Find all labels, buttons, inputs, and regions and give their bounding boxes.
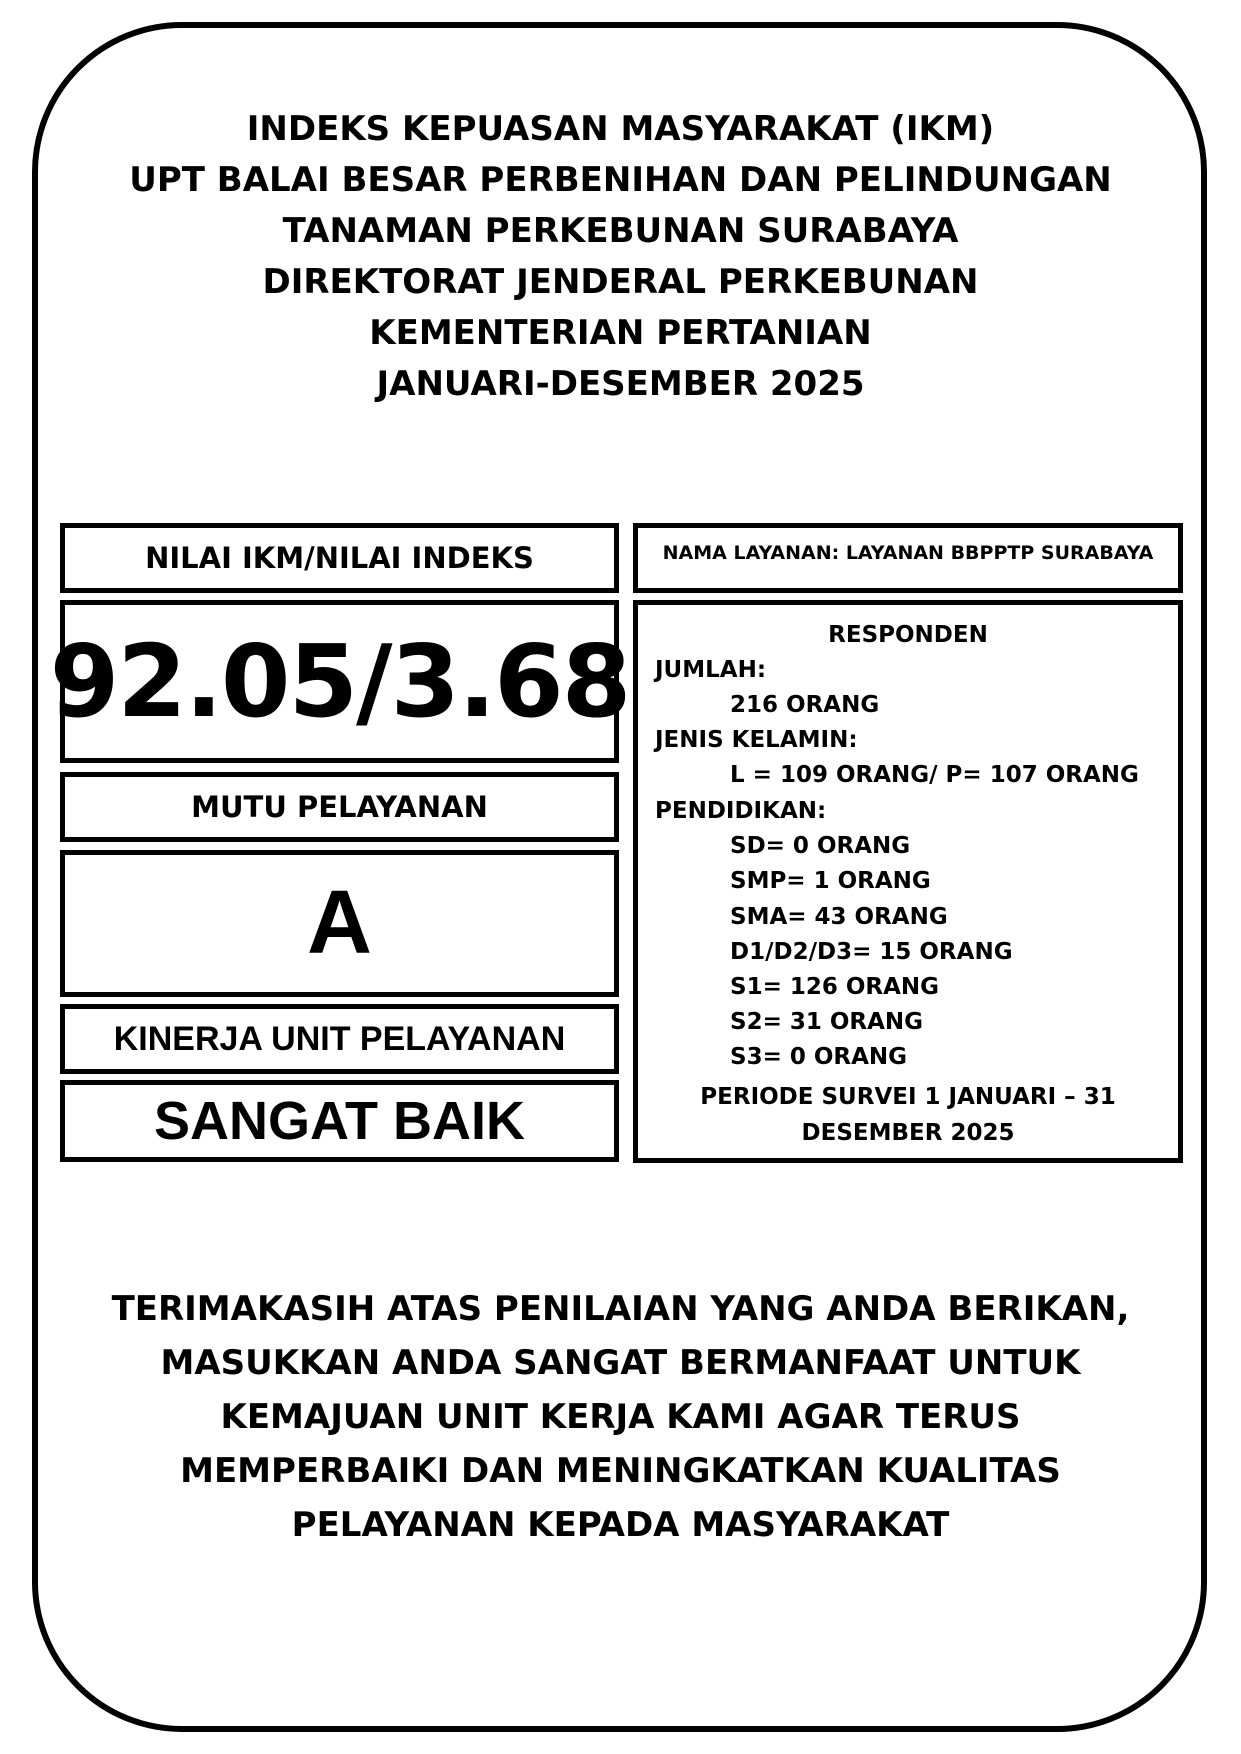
kinerja-value: SANGAT BAIK xyxy=(154,1091,525,1151)
mutu-value: A xyxy=(307,873,372,973)
header-line: UPT BALAI BESAR PERBENIHAN DAN PELINDUNGAN xyxy=(129,160,1112,200)
pendidikan-item: SMA= 43 ORANG xyxy=(730,904,948,930)
pendidikan-label: PENDIDIKAN: xyxy=(655,798,827,824)
mutu-label-box xyxy=(60,772,619,842)
kelamin-label: JENIS KELAMIN: xyxy=(655,727,858,753)
ikm-label-box xyxy=(60,523,619,593)
pendidikan-item: S3= 0 ORANG xyxy=(730,1044,908,1070)
header-line: DIREKTORAT JENDERAL PERKEBUNAN xyxy=(262,262,979,302)
jumlah-value: 216 ORANG xyxy=(730,692,880,718)
jumlah-label: JUMLAH: xyxy=(655,657,767,683)
header-line: INDEKS KEPUASAN MASYARAKAT (IKM) xyxy=(246,109,995,149)
responden-box xyxy=(633,600,1183,1163)
thank-you-message xyxy=(60,1282,1181,1552)
header-line: JANUARI-DESEMBER 2025 xyxy=(376,364,865,404)
pendidikan-item: SMP= 1 ORANG xyxy=(730,868,931,894)
footer-line: TERIMAKASIH ATAS PENILAIAN YANG ANDA BERIKAN, xyxy=(111,1289,1130,1329)
ikm-label: NILAI IKM/NILAI INDEKS xyxy=(145,541,534,575)
kinerja-value-box xyxy=(60,1080,619,1162)
mutu-value-box xyxy=(60,850,619,997)
header-line: KEMENTERIAN PERTANIAN xyxy=(369,313,872,353)
footer-line: MASUKKAN ANDA SANGAT BERMANFAAT UNTUK xyxy=(160,1343,1081,1383)
pendidikan-item: S2= 31 ORANG xyxy=(730,1009,924,1035)
pendidikan-item: D1/D2/D3= 15 ORANG xyxy=(730,939,1013,965)
header-line: TANAMAN PERKEBUNAN SURABAYA xyxy=(282,211,959,251)
ikm-value-box xyxy=(49,600,630,763)
kelamin-value: L = 109 ORANG/ P= 107 ORANG xyxy=(730,762,1139,788)
pendidikan-item: SD= 0 ORANG xyxy=(730,833,911,859)
layanan-label: NAMA LAYANAN: LAYANAN BBPPTP SURABAYA xyxy=(662,542,1154,564)
kinerja-label: KINERJA UNIT PELAYANAN xyxy=(113,1019,566,1058)
footer-line: PELAYANAN KEPADA MASYARAKAT xyxy=(291,1505,950,1545)
footer-line: MEMPERBAIKI DAN MENINGKATKAN KUALITAS xyxy=(180,1451,1061,1491)
document-header xyxy=(60,104,1181,410)
layanan-box xyxy=(633,523,1183,593)
footer-line: KEMAJUAN UNIT KERJA KAMI AGAR TERUS xyxy=(220,1397,1021,1437)
periode-line: PERIODE SURVEI 1 JANUARI – 31 xyxy=(700,1084,1116,1110)
mutu-label: MUTU PELAYANAN xyxy=(191,790,488,824)
periode-line: DESEMBER 2025 xyxy=(801,1120,1015,1146)
periode-survei xyxy=(658,1079,1158,1151)
pendidikan-item: S1= 126 ORANG xyxy=(730,974,940,1000)
responden-title: RESPONDEN xyxy=(828,622,988,648)
kinerja-label-box xyxy=(60,1004,619,1074)
ikm-value: 92.05/3.68 xyxy=(49,623,630,740)
